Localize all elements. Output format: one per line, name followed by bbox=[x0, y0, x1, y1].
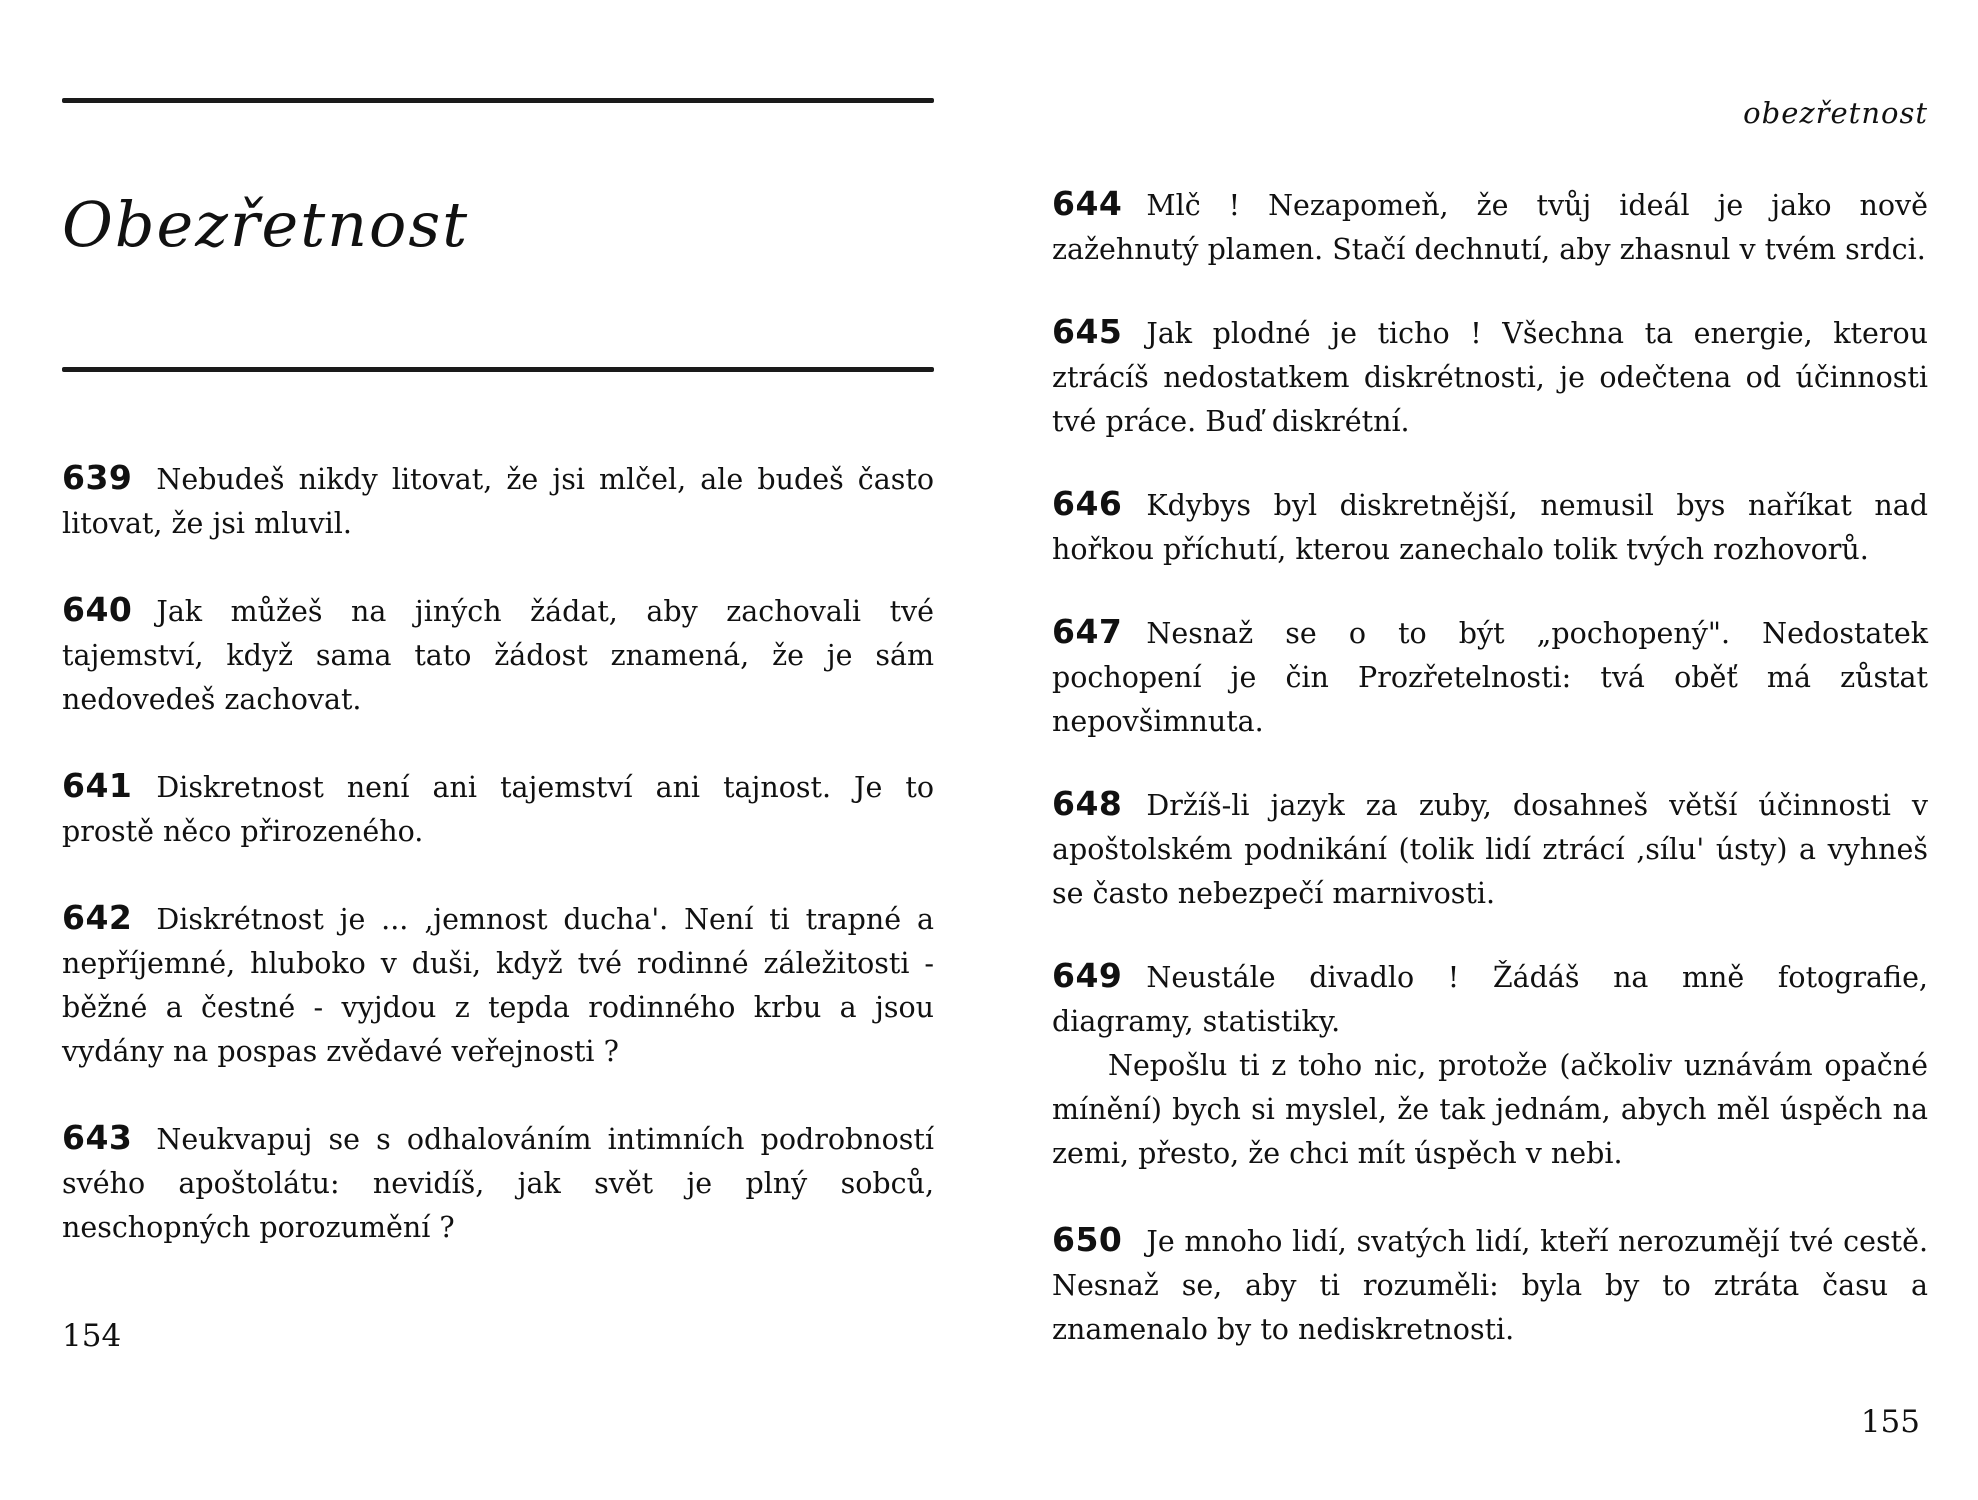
point-643 bbox=[62, 1116, 934, 1250]
point-648 bbox=[1052, 782, 1928, 916]
point-text: Diskrétnost je ... ‚jemnost ducha'. Není ti trapné a nepříjemné, hluboko v duši, když tvé rodinné záležitosti - běžné a čestné - vyjdou z tepda rodinného krbu a jsou vydány na pospas zvědavé veřejnosti ? bbox=[62, 903, 934, 1068]
top-rule bbox=[62, 98, 934, 103]
point-number: 641 bbox=[62, 766, 133, 805]
point-650 bbox=[1052, 1218, 1928, 1352]
point-text: Jak můžeš na jiných žádat, aby zachovali tvé tajemství, když sama tato žádost znamená, že je sám nedovedeš zachovat. bbox=[62, 595, 934, 716]
point-641 bbox=[62, 764, 934, 854]
point-number: 639 bbox=[62, 458, 133, 497]
right-points bbox=[1052, 182, 1928, 1390]
point-647 bbox=[1052, 610, 1928, 744]
point-number: 650 bbox=[1052, 1220, 1123, 1259]
point-number: 647 bbox=[1052, 612, 1123, 651]
point-text: Diskretnost není ani tajemství ani tajnost. Je to prostě něco přirozeného. bbox=[62, 771, 934, 848]
point-text: Mlč ! Nezapomeň, že tvůj ideál je jako nově zažehnutý plamen. Stačí dechnutí, aby zhasnul v tvém srdci. bbox=[1052, 189, 1928, 266]
point-number: 640 bbox=[62, 590, 133, 629]
point-number: 645 bbox=[1052, 312, 1123, 351]
point-644 bbox=[1052, 182, 1928, 272]
point-text: Kdybys byl diskretnější, nemusil bys naříkat nad hořkou příchutí, kterou zanechalo tolik tvých rozhovorů. bbox=[1052, 489, 1928, 566]
page-number: 154 bbox=[62, 1318, 122, 1354]
page-number: 155 bbox=[1860, 1404, 1920, 1440]
point-text: Neukvapuj se s odhalováním intimních podrobností svého apoštolátu: nevidíš, jak svět je plný sobců, neschopných porozumění ? bbox=[62, 1123, 934, 1244]
running-head: obezřetnost bbox=[1743, 96, 1928, 130]
point-text: Nebudeš nikdy litovat, že jsi mlčel, ale budeš často litovat, že jsi mluvil. bbox=[62, 463, 934, 540]
point-number: 648 bbox=[1052, 784, 1123, 823]
chapter-title: Obezřetnost bbox=[62, 188, 470, 261]
point-text: Je mnoho lidí, svatých lidí, kteří nerozumějí tvé cestě. Nesnaž se, aby ti rozuměli: byla by to ztráta času a znamenalo by to nediskretnosti. bbox=[1052, 1225, 1928, 1346]
point-645 bbox=[1052, 310, 1928, 444]
point-text: Držíš-li jazyk za zuby, dosahneš větší účinnosti v apoštolském podnikání (tolik lidí ztrácí ‚sílu' ústy) a vyhneš se často nebezpečí marnivosti. bbox=[1052, 789, 1928, 910]
point-639 bbox=[62, 456, 934, 546]
point-number: 646 bbox=[1052, 484, 1123, 523]
point-text: Neustále divadlo ! Žádáš na mně fotografie, diagramy, statistiky. bbox=[1052, 961, 1928, 1038]
point-646 bbox=[1052, 482, 1928, 572]
point-number: 644 bbox=[1052, 184, 1123, 223]
point-text: Nesnaž se o to být „pochopený". Nedostatek pochopení je čin Prozřetelnosti: tvá oběť má zůstat nepovšimnuta. bbox=[1052, 617, 1928, 738]
left-page bbox=[0, 0, 980, 1500]
point-640 bbox=[62, 588, 934, 722]
point-649 bbox=[1052, 954, 1928, 1176]
point-text-continuation: Nepošlu ti z toho nic, protože (ačkoliv uznávám opačné mínění) bych si myslel, že tak jednám, abych měl úspěch na zemi, přesto, že chci mít úspěch v nebi. bbox=[1052, 1049, 1928, 1170]
point-text: Jak plodné je ticho ! Všechna ta energie, kterou ztrácíš nedostatkem diskrétnosti, je odečtena od účinnosti tvé práce. Buď diskrétní. bbox=[1052, 317, 1928, 438]
point-number: 643 bbox=[62, 1118, 133, 1157]
right-page bbox=[1000, 0, 1978, 1500]
bottom-rule bbox=[62, 367, 934, 372]
point-642 bbox=[62, 896, 934, 1074]
point-number: 642 bbox=[62, 898, 133, 937]
left-points bbox=[62, 456, 934, 1292]
point-number: 649 bbox=[1052, 956, 1123, 995]
